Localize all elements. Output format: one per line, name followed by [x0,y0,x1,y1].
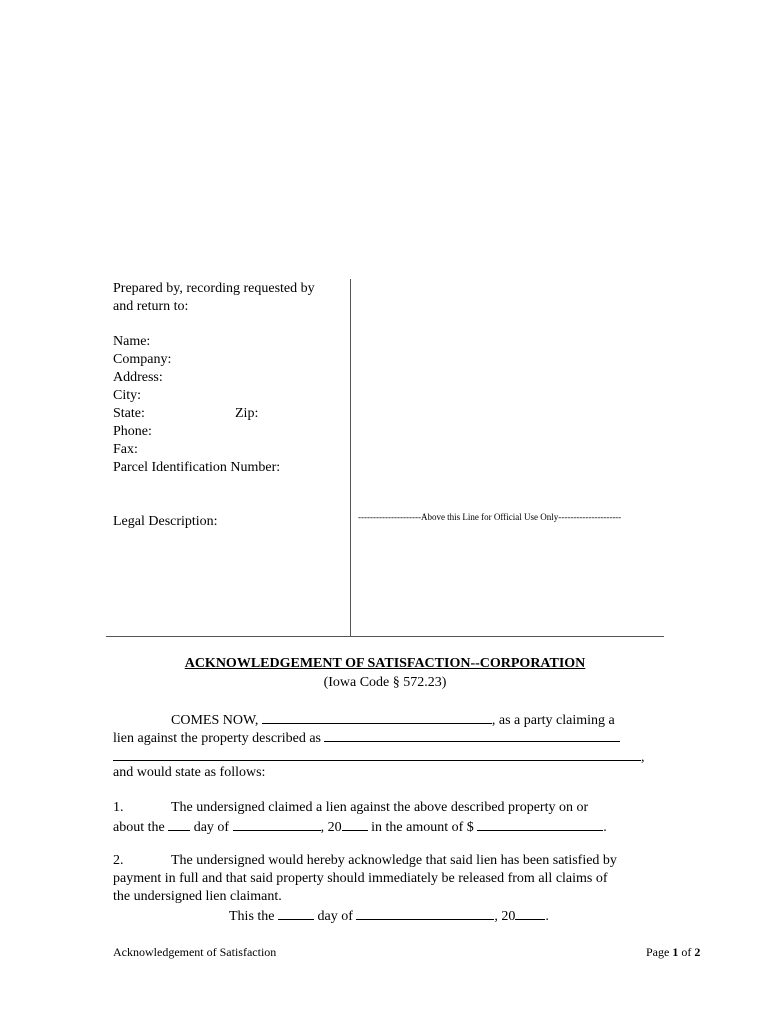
claimant-name-blank[interactable] [262,710,492,724]
page-total: 2 [694,945,701,959]
amount-text: in the amount of $ [371,820,474,835]
p1-line1: The undersigned claimed a lien against the above described property on or [171,800,589,815]
phone-label: Phone: [113,424,152,439]
name-label: Name: [113,334,151,349]
sign-period: . [545,909,549,924]
sign-year-blank[interactable] [515,906,545,920]
p1-line2 [113,817,607,837]
p1-number: 1. [113,800,124,815]
company-label: Company: [113,352,172,367]
state-label: State: [113,406,145,421]
document-subtitle: (Iowa Code § 572.23) [323,675,447,690]
legal-description-label: Legal Description: [113,514,218,529]
official-use-line: ---------------------Above this Line for Official Use Only--------------------- [358,512,622,522]
horizontal-divider [106,636,664,637]
property-description-blank-2[interactable] [113,747,641,761]
comma-20-text: , 20 [320,820,342,835]
prepared-by-line2: and return to: [113,299,189,314]
return-to-block [113,280,348,531]
footer-title: Acknowledgement of Satisfaction [113,945,277,959]
property-description-blank[interactable] [324,728,620,742]
zip-label: Zip: [235,406,259,421]
sign-month-blank[interactable] [356,906,494,920]
as-party-text: , as a party claiming a [491,713,615,728]
sign-comma-20: , 20 [494,909,516,924]
this-the-line [229,906,549,926]
line-comma: , [641,750,645,765]
sign-day-blank[interactable] [278,906,314,920]
p2-line3: the undersigned lien claimant. [113,889,282,904]
day-of-text: day of [193,820,230,835]
page-of: of [681,945,692,959]
p2-line2: payment in full and that said property should immediately be released from all claims of [113,871,608,886]
vertical-divider [350,279,351,637]
would-state-line: and would state as follows: [113,765,266,780]
p1-year-blank[interactable] [342,817,368,831]
parcel-id-label: Parcel Identification Number: [113,460,281,475]
page-current: 1 [672,945,679,959]
lien-against-line [113,728,620,748]
page-number [646,945,700,960]
p2-line1: The undersigned would hereby acknowledge that said lien has been satisfied by [171,853,617,868]
address-label: Address: [113,370,163,385]
city-label: City: [113,388,142,403]
about-the-text: about the [113,820,165,835]
comes-now-line [171,710,615,730]
comes-now-text: COMES NOW, [171,713,259,728]
p2-number: 2. [113,853,124,868]
p1-period: . [603,820,607,835]
p1-month-blank[interactable] [233,817,321,831]
prepared-by-line1: Prepared by, recording requested by [113,281,315,296]
sign-day-of-text: day of [317,909,353,924]
amount-blank[interactable] [477,817,603,831]
page-prefix: Page [646,945,670,959]
document-title: ACKNOWLEDGEMENT OF SATISFACTION--CORPORATION [184,656,586,671]
lien-against-text: lien against the property described as [113,731,321,746]
p1-day-blank[interactable] [168,817,190,831]
fax-label: Fax: [113,442,138,457]
this-the-text: This the [229,909,275,924]
